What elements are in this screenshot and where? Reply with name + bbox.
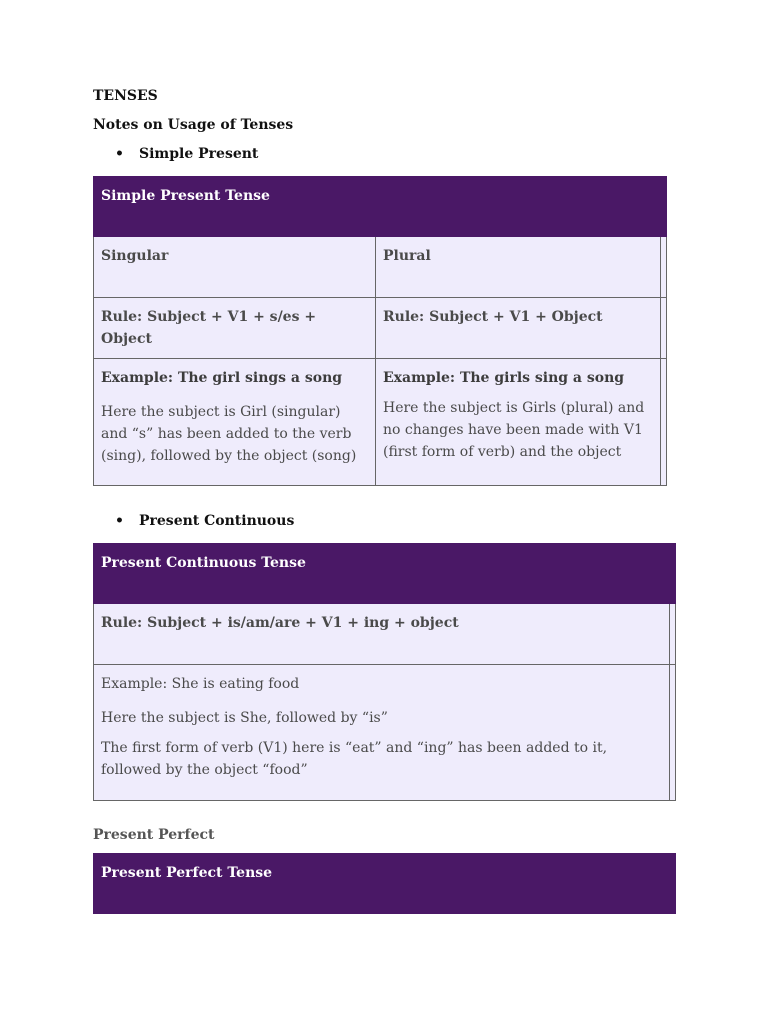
- table-header-row: [94, 544, 676, 604]
- table-row: [94, 359, 667, 486]
- table-spacer-cell: [670, 604, 676, 665]
- present-perfect-heading: Present Perfect: [93, 827, 215, 843]
- example-continuous: Example: She is eating food: [101, 676, 300, 692]
- bullet-dot-icon: •: [115, 513, 124, 529]
- document-title: TENSES: [93, 88, 158, 104]
- bullet-dot-icon: •: [115, 146, 124, 162]
- table-spacer-cell: [661, 177, 667, 237]
- table-row: [94, 298, 667, 359]
- table-spacer-cell: [670, 544, 676, 604]
- bullet-label: Present Continuous: [139, 513, 295, 529]
- table-spacer-cell: [661, 237, 667, 298]
- example-continuous-cell: [94, 665, 670, 801]
- table-spacer-cell: [661, 359, 667, 486]
- table-spacer-cell: [661, 298, 667, 359]
- note-plural: Here the subject is Girls (plural) and no changes have been made with V1 (first form of verb) and the object: [383, 400, 645, 460]
- note-singular: Here the subject is Girl (singular) and “s” has been added to the verb (sing), followed by the object (song): [101, 404, 357, 464]
- bullet-label: Simple Present: [139, 146, 259, 162]
- rule-continuous: Rule: Subject + is/am/are + V1 + ing + object: [94, 604, 670, 665]
- bullet-simple-present: [115, 146, 258, 162]
- table-spacer-cell: [670, 854, 676, 914]
- rule-singular: Rule: Subject + V1 + s/es + Object: [94, 298, 376, 359]
- simple-present-table: [93, 176, 667, 486]
- note-continuous-2: The first form of verb (V1) here is “eat” and “ing” has been added to it, followed by the object “food”: [101, 740, 608, 778]
- example-singular-cell: [94, 359, 376, 486]
- rule-plural: Rule: Subject + V1 + Object: [376, 298, 661, 359]
- table-header-cell: Simple Present Tense: [94, 177, 661, 237]
- example-plural: Example: The girls sing a song: [383, 370, 625, 386]
- column-header-plural: Plural: [376, 237, 661, 298]
- document-subtitle: Notes on Usage of Tenses: [93, 117, 294, 133]
- table-row: [94, 237, 667, 298]
- table-row: [94, 604, 676, 665]
- table-header-row: [94, 177, 667, 237]
- table-header-cell: Present Continuous Tense: [94, 544, 670, 604]
- table-spacer-cell: [670, 665, 676, 801]
- example-plural-cell: [376, 359, 661, 486]
- note-continuous-1: Here the subject is She, followed by “is”: [101, 710, 388, 726]
- table-row: [94, 665, 676, 801]
- table-header-row: [94, 854, 676, 914]
- present-continuous-table: [93, 543, 676, 801]
- column-header-singular: Singular: [94, 237, 376, 298]
- example-singular: Example: The girl sings a song: [101, 370, 343, 386]
- bullet-present-continuous: [115, 513, 294, 529]
- present-perfect-table: [93, 853, 676, 914]
- table-header-cell: Present Perfect Tense: [94, 854, 670, 914]
